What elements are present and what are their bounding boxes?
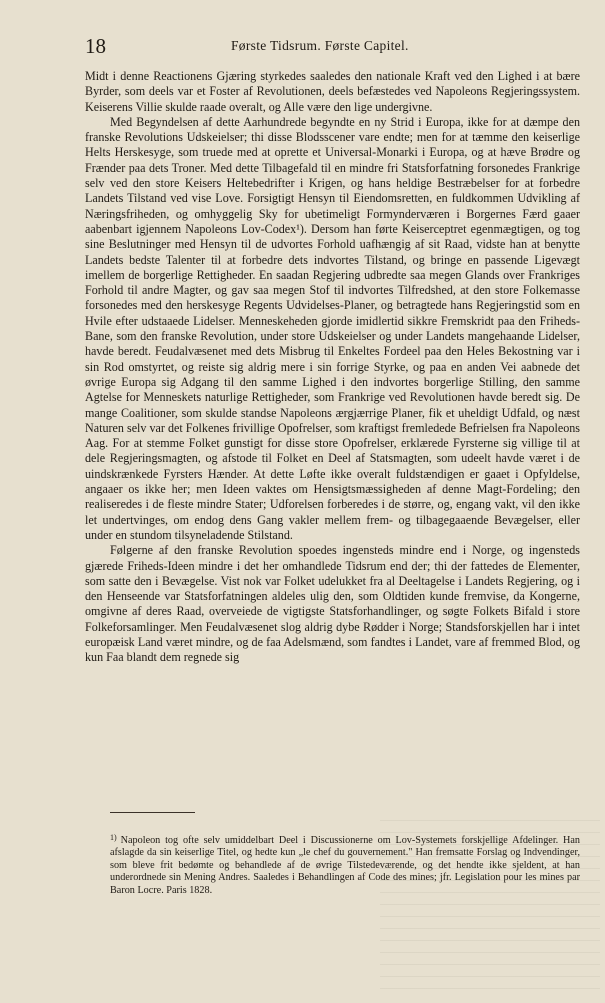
page-number: 18 bbox=[85, 34, 106, 58]
paragraph-1: Midt i denne Reactionens Gjæring styrkedes saaledes den nationale Kraft ved den Lighed i at bære Byrder, som deels var et Foster af Revolutionen, deels befæstedes ved Napoleons Regjeringssystem. Keiserens Villie skulde raade overalt, og Alle være den lige undergivne. bbox=[85, 69, 580, 114]
running-title: Første Tidsrum. Første Capitel. bbox=[231, 38, 409, 53]
footnote-separator bbox=[110, 812, 195, 813]
footnote-text: Napoleon tog ofte selv umiddelbart Deel i Discussionerne om Lov-Systemets forskjellige Afdelinger. Han afslagde da sin keiserlige Titel, og hedte kun „le chef du gouvernement." Han fremsatte Forslag og Indvendinger, som bleve frit bedømte og behandlede af de øvrige Tilstedeværende, og det hendte ikke sjeldent, at han underordnede sin Mening Andres. Saaledes i Behandlingen af Code des mines; jfr. Legislation pour les mines par Baron Locre. Paris 1828. bbox=[110, 835, 580, 896]
paragraph-3: Følgerne af den franske Revolution spoedes ingensteds mindre end i Norge, og ingensteds gjærede Friheds-Ideen mindre i det her omhandlede Tidsrum end der; thi der fattedes de Elementer, som satte den i Bevægelse. Vist nok var Folket udelukket fra al Deeltagelse i Landets Regjering, og i den Henseende var Statsforfatningen aldeles ulig den, som Oldtiden kunde fremvise, da Kongerne, omgivne af deres Raad, overveiede de vigtigste Statsforhandlinger, og søgte Folkets Bifald i store Folkeforsamlinger. Men Feudalvæsenet slog aldrig dybe Rødder i Norge; Standsforskjellen har i intet europæisk Land været mindre, og de faa Adelsmænd, som fandtes i Landet, vare af fremmed Blod, og kun Faa blandt dem regnede sig bbox=[85, 543, 580, 665]
footnote-mark: 1) bbox=[110, 833, 117, 842]
body-text bbox=[85, 69, 580, 666]
page-header bbox=[85, 34, 580, 58]
paragraph-2: Med Begyndelsen af dette Aarhundrede begyndte en ny Strid i Europa, ikke for at dæmpe den franske Revolutions Udskeielser; thi disse Blodsscener vare endte; men for at tæmme den keiserlige Helts Herskesyge, som truede med at oprette et Universal-Monarki i Europa, og at hæve Brødre og Frænder paa dets Troner. Med dette Tilbagefald til en mindre fri Statsforfatning forsonedes Frankrige selv ved den store Keisers Heltebedrifter i Krigen, og hans heldige Bestræbelser for at forbedre Landets Tilstand ved vise Love. Forsigtigt Hensyn til Eiendomsretten, en fuldkommen Udvikling af Næringsfriheden, og omhyggelig Sky for ubetimeligt Formynderværen i Borgernes Færd gaaer aabenbart igjennem Napoleons Lov-Codex¹). Dersom han førte Keiserceptret egenmægtigen, og tog sine Beslutninger med Hensyn til de udvortes Forhold uafhængig af sit Raad, vidste han at benytte Landets bedste Talenter til at forbedre dets indvortes Tilstand, og bringe en passende Ligevægt imellem de borgerlige Rettigheder. En saadan Regjering udbredte saa megen Glands over Frankriges Forhold til andre Magter, og gav saa megen Stof til indvortes Tilfredshed, at den store Folkemasse forsonedes med den herskesyge Regents Udvidelses-Planer, og betragtede hans Regjeringstid som en Hvile efter udstaaede Lidelser. Menneskeheden gjorde imidlertid sikkre Fremskridt paa den Friheds-Bane, som den franske Revolution, under store Udskeielser og under Landets mangehaande Lidelser, havde beredt. Feudalvæsenet med dets Misbrug til Enkeltes Fordeel paa den Heles Bekostning var i sin Rod omstyrtet, og reiste sig aldrig mere i sin forrige Styrke, og paa en anden Vei aabnede det øvrige Europa sig Adgang til den samme Lighed i den indvortes borgerlige Stilling, den samme Agtelse for Menneskets naturlige Rettigheder, som Frankrige ved Revolutionen havde beredt sig. De mange Coalitioner, som skulde standse Napoleons ærgjærrige Planer, fik et uheldigt Udfald, og næst Naturen selv var det Folkenes frivillige Opofrelser, som kraftigst fremledede Befrielsen fra Napoleons Aag. For at stemme Folket gunstigt for disse store Opofrelser, erklærede Fyrsterne sig villige til at dele Regjeringsmagten, og afstode til Folket en Deel af Statsmagten, som udeelt havde været i de uindskrænkede Fyrsters Hænder. At dette Løfte ikke overalt fuldstændigen er gaaet i Opfyldelse, angaaer os ikke her; men Ideen vaktes om Hensigtsmæssigheden af denne Magt-Fordeling; den realiseredes i de fleste mindre Stater; Udforelsen forberedes i de større, og, engang vakt, vil den ikke let undertvinges, om endog dens Gang vakler mellem frem- og tilbagegaaende Bevægelser, eller under en stundom tilsyneladende Stilstand. bbox=[85, 114, 580, 542]
bleed-through-texture bbox=[380, 820, 600, 1000]
